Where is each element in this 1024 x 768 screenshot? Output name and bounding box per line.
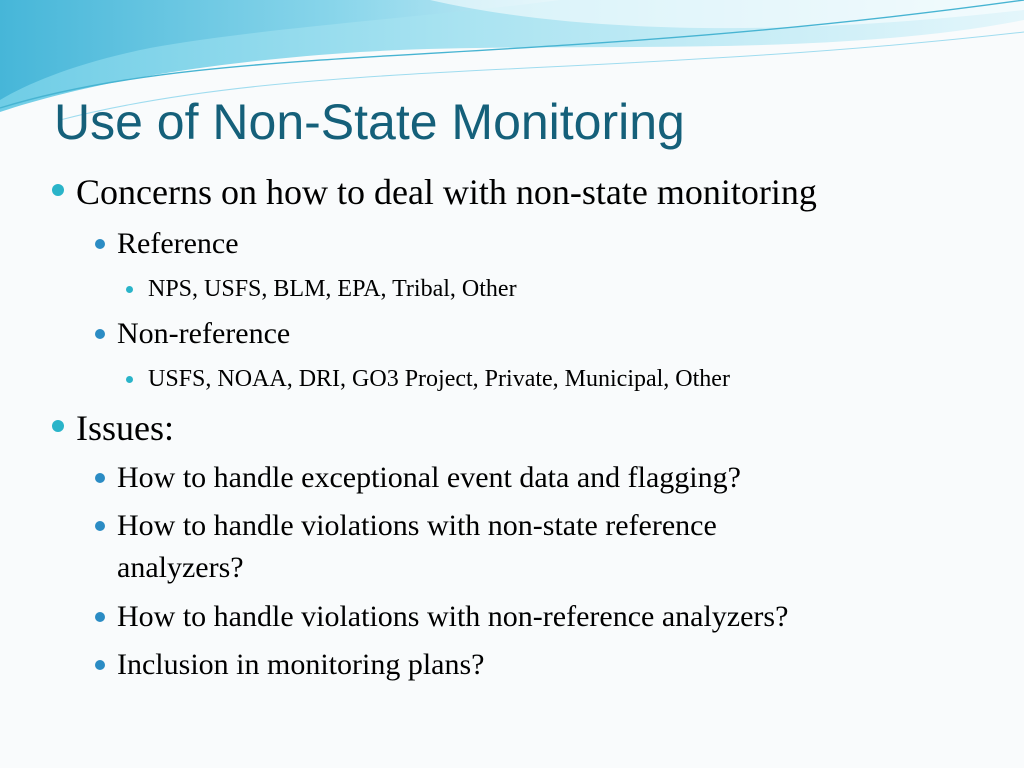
- bullet-text: Reference: [117, 227, 239, 260]
- bullet-issues: [76, 408, 174, 448]
- bullet-dot-icon: [95, 473, 105, 483]
- bullet-dot-icon: [95, 329, 105, 339]
- bullet-dot-icon: [95, 521, 105, 531]
- bullet-dot-icon: [95, 612, 105, 622]
- bullet-text: Inclusion in monitoring plans?: [117, 648, 485, 681]
- bullet-text: USFS, NOAA, DRI, GO3 Project, Private, Municipal, Other: [148, 366, 730, 392]
- bullet-monitoring-plans: [117, 644, 484, 686]
- bullet-text: Issues:: [76, 408, 174, 448]
- bullet-dot-icon: [126, 286, 133, 293]
- bullet-exceptional-event: [117, 457, 741, 499]
- bullet-dot-icon: [126, 376, 133, 383]
- bullet-text: How to handle violations with non-reference analyzers?: [117, 600, 789, 633]
- bullet-dot-icon: [52, 184, 64, 196]
- bullet-reference: [117, 223, 239, 265]
- bullet-text: Concerns on how to deal with non-state monitoring: [76, 172, 817, 212]
- bullet-violations-reference: [117, 505, 717, 547]
- slide-title: Use of Non-State Monitoring: [54, 94, 685, 150]
- bullet-dot-icon: [52, 420, 64, 432]
- bullet-non-reference: [117, 313, 290, 355]
- bullet-non-reference-agencies: [148, 364, 730, 394]
- bullet-text: How to handle exceptional event data and flagging?: [117, 461, 741, 494]
- bullet-text: analyzers?: [117, 551, 244, 584]
- bullet-violations-non-reference: [117, 596, 788, 638]
- bullet-dot-icon: [95, 239, 105, 249]
- bullet-concerns: [76, 172, 817, 212]
- bullet-dot-icon: [95, 660, 105, 670]
- bullet-violations-reference-continued: [117, 547, 244, 589]
- bullet-text: How to handle violations with non-state reference: [117, 509, 717, 542]
- bullet-text: NPS, USFS, BLM, EPA, Tribal, Other: [148, 276, 517, 302]
- bullet-reference-agencies: [148, 274, 517, 304]
- bullet-text: Non-reference: [117, 317, 291, 350]
